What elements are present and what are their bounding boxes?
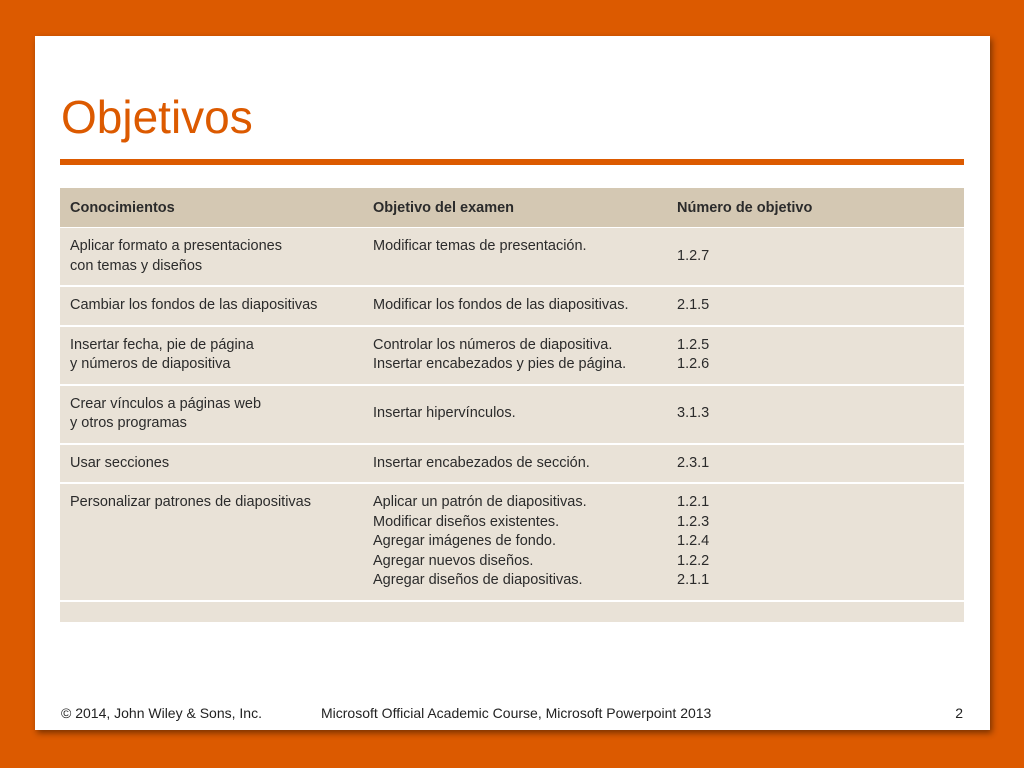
table-header-row	[60, 188, 964, 228]
table-row	[60, 385, 964, 444]
objective-number: 2.1.1	[677, 572, 710, 588]
objective-cell	[363, 286, 667, 326]
skill-line: Crear vínculos a páginas web	[70, 395, 262, 412]
skill-line: Insertar fecha, pie de página	[70, 336, 254, 353]
skill-line: Cambiar los fondos de las diapositivas	[70, 297, 318, 313]
objective-cell	[363, 483, 667, 601]
objective-cell	[363, 385, 667, 444]
table-row	[60, 228, 964, 287]
objective-line: Modificar los fondos de las diapositivas.	[373, 297, 629, 313]
objective-number: 1.2.3	[677, 513, 710, 530]
objective-line: Insertar hipervínculos.	[373, 405, 516, 422]
objective-number: 1.2.2	[677, 552, 710, 569]
skill-cell	[60, 286, 363, 326]
skill-line: con temas y diseños	[70, 257, 203, 274]
objective-line: Controlar los números de diapositiva.	[373, 336, 613, 353]
objective-number: 1.2.6	[677, 356, 710, 372]
objective-number: 3.1.3	[677, 405, 710, 422]
objective-number: 1.2.5	[677, 336, 710, 353]
footer-copyright: © 2014, John Wiley & Sons, Inc.	[61, 705, 262, 721]
objective-line: Aplicar un patrón de diapositivas.	[373, 494, 587, 510]
skill-cell	[60, 483, 363, 601]
skill-line: y números de diapositiva	[70, 356, 231, 372]
footer-page-number: 2	[955, 705, 963, 721]
table-empty-row	[60, 601, 964, 622]
objective-number: 2.3.1	[677, 454, 710, 471]
header-exam-objective: Objetivo del examen	[363, 188, 667, 228]
objective-line: Modificar diseños existentes.	[373, 513, 560, 530]
skill-line: y otros programas	[70, 415, 187, 431]
objective-line: Agregar diseños de diapositivas.	[373, 572, 583, 588]
table-row	[60, 483, 964, 601]
skill-cell	[60, 444, 363, 484]
skill-cell	[60, 228, 363, 287]
number-cell	[667, 483, 964, 601]
objective-cell	[363, 326, 667, 385]
objective-cell	[363, 444, 667, 484]
table-row	[60, 444, 964, 484]
skill-cell	[60, 385, 363, 444]
header-skills: Conocimientos	[60, 188, 363, 228]
number-cell	[667, 326, 964, 385]
table-row	[60, 286, 964, 326]
number-cell	[667, 228, 964, 287]
skill-line: Usar secciones	[70, 454, 170, 471]
table-row	[60, 326, 964, 385]
number-cell	[667, 444, 964, 484]
slide-title: Objetivos	[61, 91, 253, 143]
skill-line: Aplicar formato a presentaciones	[70, 238, 282, 254]
objective-line: Agregar imágenes de fondo.	[373, 533, 556, 549]
slide	[35, 36, 990, 730]
skill-line: Personalizar patrones de diapositivas	[70, 494, 311, 510]
objective-cell	[363, 228, 667, 287]
objective-number: 1.2.4	[677, 533, 710, 549]
objectives-table	[60, 188, 964, 622]
skill-cell	[60, 326, 363, 385]
objective-line: Insertar encabezados y pies de página.	[373, 356, 627, 372]
footer-course: Microsoft Official Academic Course, Microsoft Powerpoint 2013	[321, 705, 712, 721]
header-objective-number: Número de objetivo	[667, 188, 964, 228]
objective-number: 1.2.7	[677, 247, 710, 264]
objective-number: 1.2.1	[677, 494, 710, 510]
objective-line: Insertar encabezados de sección.	[373, 454, 590, 471]
title-underline	[60, 159, 964, 165]
objective-line: Modificar temas de presentación.	[373, 238, 587, 254]
objective-line: Agregar nuevos diseños.	[373, 552, 534, 569]
number-cell	[667, 385, 964, 444]
objective-number: 2.1.5	[677, 297, 710, 313]
number-cell	[667, 286, 964, 326]
